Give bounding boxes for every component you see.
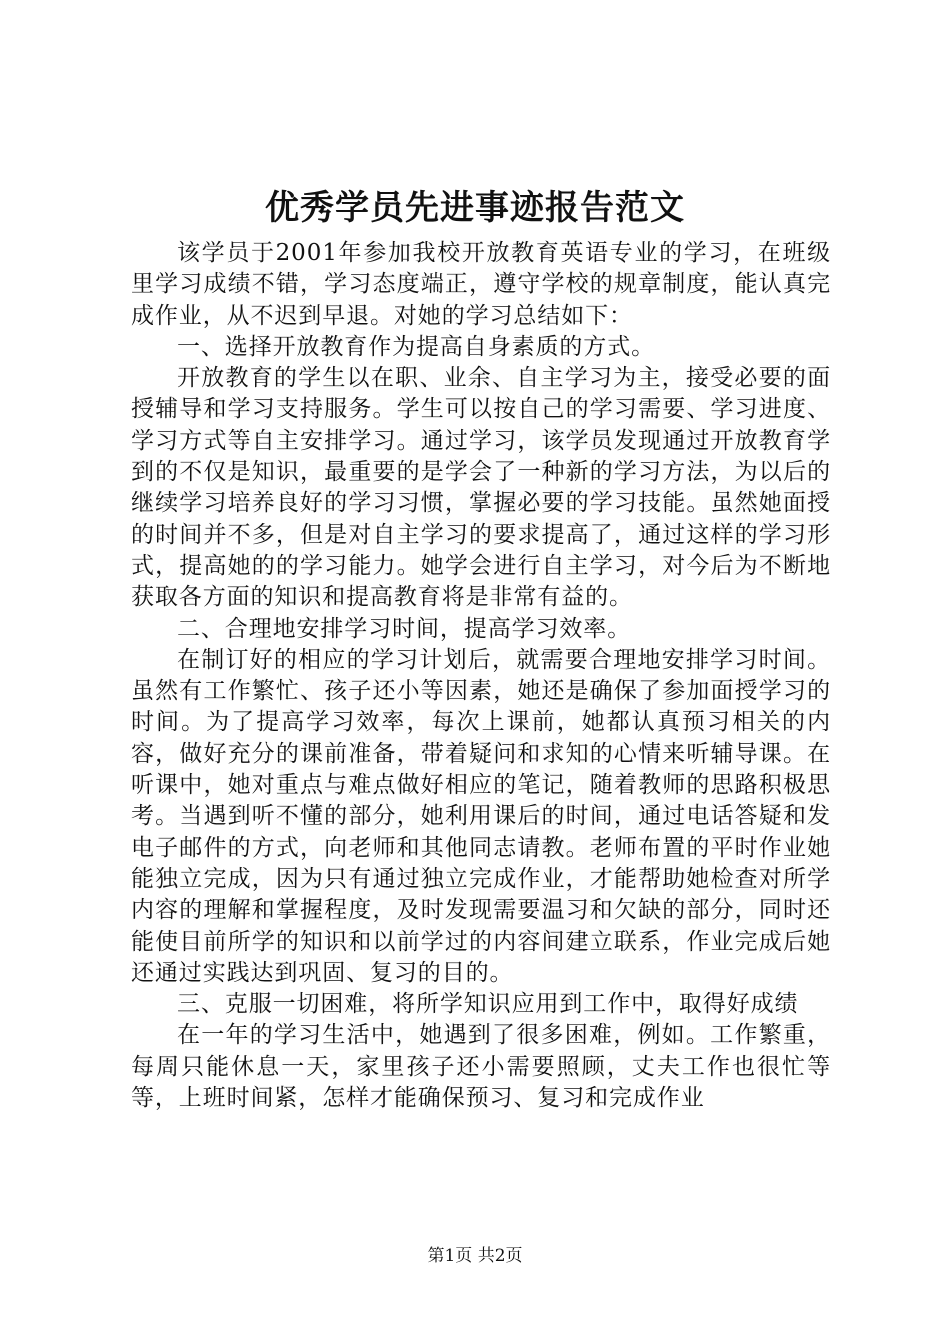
section-heading-3: 三、克服一切困难，将所学知识应用到工作中，取得好成绩	[177, 991, 799, 1018]
paragraph-intro: 该学员于2001年参加我校开放教育英语专业的学习，在班级里学习成绩不错，学习态度端正，遵守学校的规章制度，能认真完成作业，从不迟到早退。对她的学习总结如下：	[131, 240, 831, 329]
document-body	[131, 238, 831, 1114]
section-heading-2: 二、合理地安排学习时间，提高学习效率。	[177, 615, 632, 642]
paragraph-section-3: 在一年的学习生活中，她遇到了很多困难，例如。工作繁重，每周只能休息一天，家里孩子还小需要照顾，丈夫工作也很忙等等，上班时间紧，怎样才能确保预习、复习和完成作业	[131, 1022, 831, 1112]
document-title: 优秀学员先进事迹报告范文	[265, 188, 685, 228]
paragraph-section-2: 在制订好的相应的学习计划后，就需要合理地安排学习时间。虽然有工作繁忙、孩子还小等因素，她还是确保了参加面授学习的时间。为了提高学习效率，每次上课前，她都认真预习相关的内容，做好充分的课前准备，带着疑问和求知的心情来听辅导课。在听课中，她对重点与难点做好相应的笔记，随着教师的思路积极思考。当遇到听不懂的部分，她利用课后的时间，通过电话答疑和发电子邮件的方式，向老师和其他同志请教。老师布置的平时作业她能独立完成，因为只有通过独立完成作业，才能帮助她检查对所学内容的理解和掌握程度，及时发现需要温习和欠缺的部分，同时还能使目前所学的知识和以前学过的内容间建立联系，作业完成后她还通过实践达到巩固、复习的目的。	[131, 646, 831, 986]
paragraph-section-1: 开放教育的学生以在职、业余、自主学习为主，接受必要的面授辅导和学习支持服务。学生可以按自己的学习需要、学习进度、学习方式等自主安排学习。通过学习，该学员发现通过开放教育学到的不仅是知识，最重要的是学会了一种新的学习方法，为以后的继续学习培养良好的学习习惯，掌握必要的学习技能。虽然她面授的时间并不多，但是对自主学习的要求提高了，通过这样的学习形式，提高她的的学习能力。她学会进行自主学习，对今后为不断地获取各方面的知识和提高教育将是非常有益的。	[131, 365, 831, 611]
section-heading-1: 一、选择开放教育作为提高自身素质的方式。	[177, 333, 655, 360]
page-number-footer: 第1页 共2页	[427, 1246, 523, 1266]
